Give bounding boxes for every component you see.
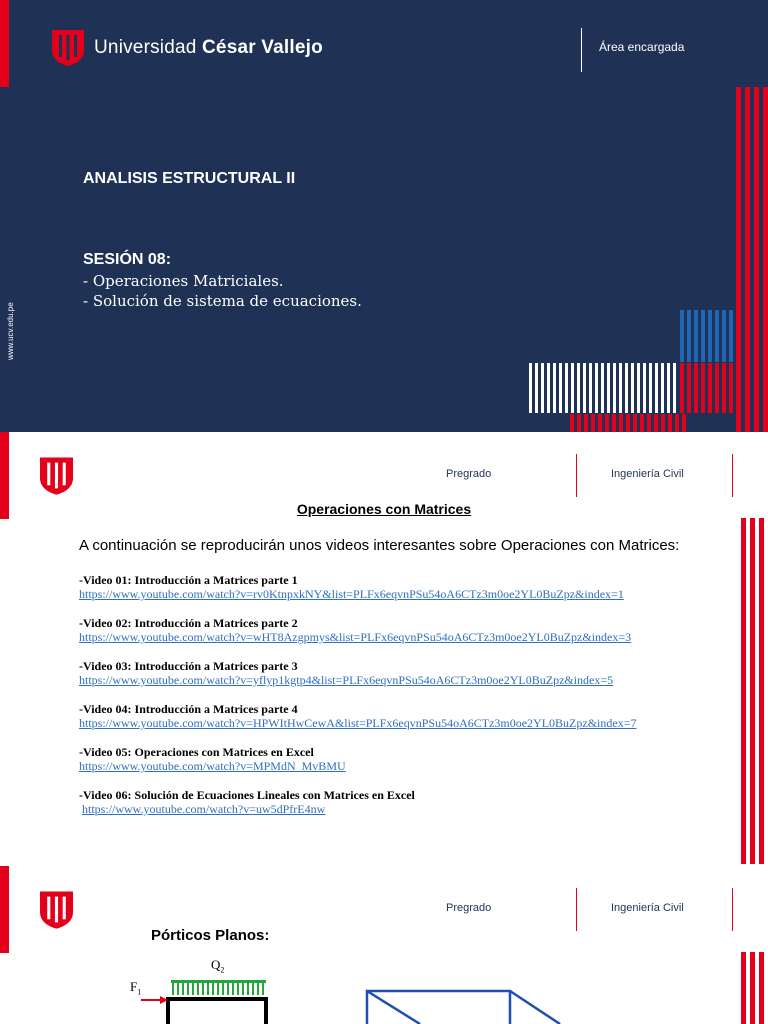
header-program: Ingeniería Civil (611, 468, 684, 480)
video-link[interactable]: https://www.youtube.com/watch?v=yflyp1kgtp4&list=PLFx6eqvnPSu54oA6CTz3m0oe2YL0BuZpz&index=5 (79, 673, 614, 687)
videos-title: Operaciones con Matrices (296, 501, 472, 517)
video-title: -Video 06: Solución de Ecuaciones Lineales con Matrices en Excel (79, 788, 415, 802)
video-link[interactable]: https://www.youtube.com/watch?v=wHT8Azgpmys&list=PLFx6eqvnPSu54oA6CTz3m0oe2YL0BuZpz&index=3 (79, 630, 632, 644)
topic-item: - Operaciones Matriciales. (83, 272, 284, 290)
distributed-load (171, 980, 266, 995)
area-label: Área encargada (599, 40, 685, 54)
frames-title: Pórticos Planos: (151, 927, 270, 944)
ucv-shield-icon (40, 457, 73, 495)
video-item (79, 745, 636, 774)
video-link[interactable]: https://www.youtube.com/watch?v=uw5dPfrE4nw (82, 802, 326, 816)
website-vertical: www.ucv.edu.pe (6, 302, 15, 360)
video-title: -Video 02: Introducción a Matrices parte 2 (79, 616, 298, 630)
session-label: SESIÓN 08: (83, 251, 172, 268)
header-divider (576, 454, 577, 497)
videos-slide (0, 432, 768, 864)
university-name: Universidad César Vallejo (94, 37, 323, 58)
video-title: -Video 03: Introducción a Matrices parte 3 (79, 659, 298, 673)
force-label-f1: $F_1$ (130, 979, 142, 997)
course-title: ANALISIS ESTRUCTURAL II (83, 170, 296, 187)
frame-right (367, 991, 560, 1024)
video-link[interactable]: https://www.youtube.com/watch?v=rv0KtnpxkNY&list=PLFx6eqvnPSu54oA6CTz3m0oe2YL0BuZpz&index=1 (79, 587, 624, 601)
header-pregrado: Pregrado (446, 902, 492, 914)
header-pregrado: Pregrado (446, 468, 492, 480)
topic-item: - Solución de sistema de ecuaciones. (83, 292, 362, 310)
force-arrow (141, 996, 168, 1004)
video-item (79, 702, 636, 731)
video-title: -Video 04: Introducción a Matrices parte 4 (79, 702, 298, 716)
video-item (79, 788, 636, 817)
video-item (79, 659, 636, 688)
video-item (79, 616, 636, 645)
header-program: Ingeniería Civil (611, 902, 684, 914)
cover-slide (0, 0, 768, 432)
right-stripes-decoration (738, 518, 768, 864)
frame-left (168, 999, 266, 1024)
video-title: -Video 01: Introducción a Matrices parte 1 (79, 573, 298, 587)
load-label-q2: $Q_2$ (211, 957, 225, 975)
video-link[interactable]: https://www.youtube.com/watch?v=MPMdN_MvBMU (79, 759, 346, 773)
videos-intro: A continuación se reproducirán unos videos interesantes sobre Operaciones con Matrices: (79, 537, 680, 554)
header-divider (732, 454, 733, 497)
plane-frames-diagram (0, 866, 768, 1024)
video-list (79, 573, 636, 831)
frames-slide (0, 866, 768, 1024)
cover-stripes-decoration (0, 0, 768, 432)
video-title: -Video 05: Operaciones con Matrices en Excel (79, 745, 314, 759)
video-link[interactable]: https://www.youtube.com/watch?v=HPWItHwCewA&list=PLFx6eqvnPSu54oA6CTz3m0oe2YL0BuZpz&index=7 (79, 716, 637, 730)
video-item (79, 573, 636, 602)
